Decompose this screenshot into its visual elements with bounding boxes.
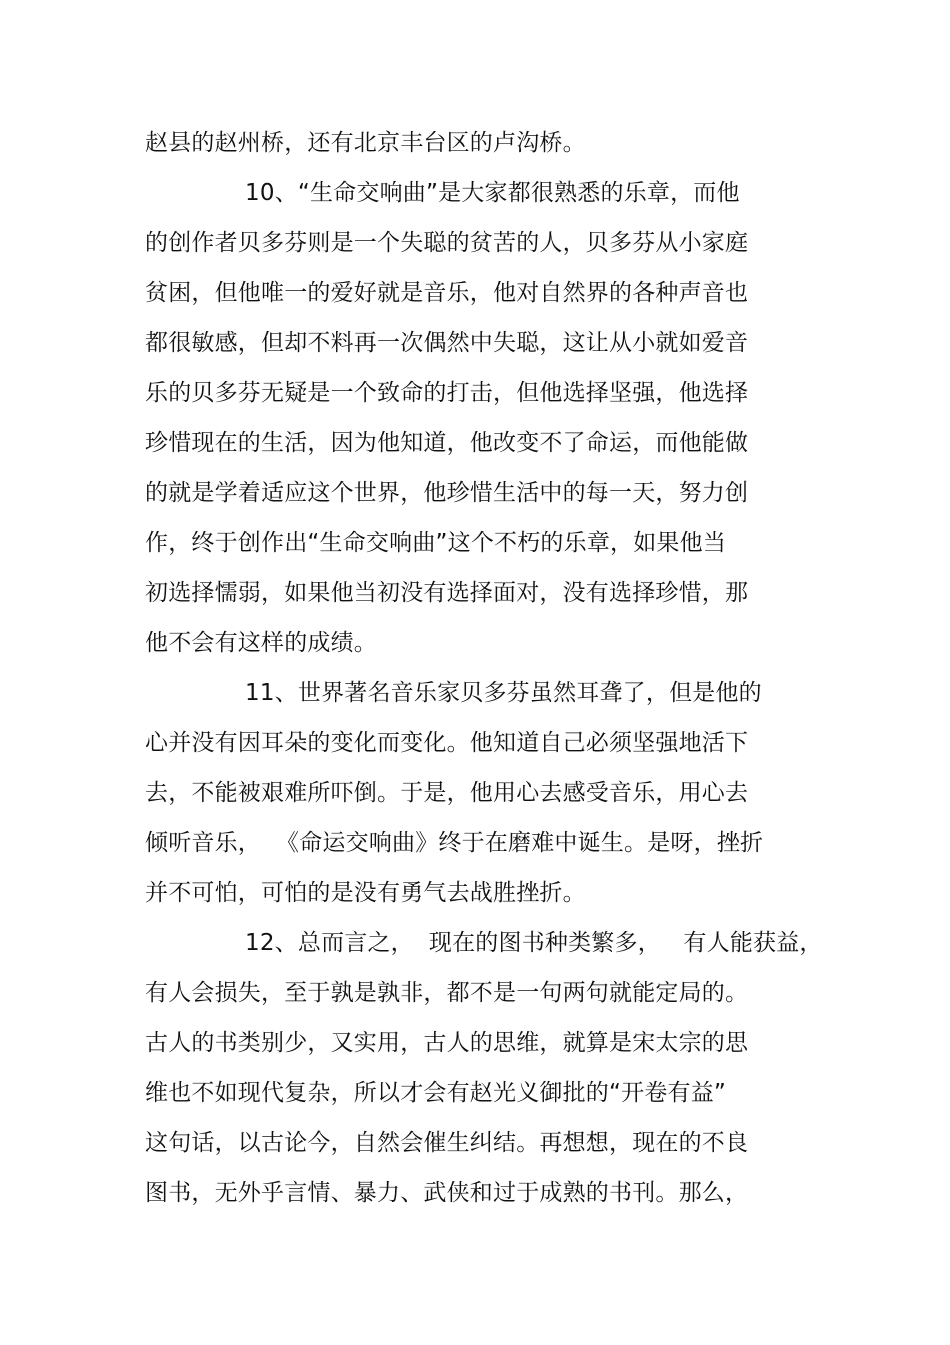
text-line: 图书，无外乎言情、暴力、武侠和过于成熟的书刊。那么， [145, 1180, 749, 1206]
text-line: 初选择懦弱，如果他当初没有选择面对，没有选择珍惜，那 [145, 580, 749, 606]
text-line: 去，不能被艰难所吓倒。于是，他用心去感受音乐，用心去 [145, 780, 749, 806]
text-line: 都很敏感，但却不料再一次偶然中失聪，这让从小就如爱音 [145, 330, 749, 356]
text-line: 这句话，以古论今，自然会催生纠结。再想想，现在的不良 [145, 1130, 749, 1156]
text-line: 并不可怕，可怕的是没有勇气去战胜挫折。 [145, 880, 586, 906]
text-line: 赵县的赵州桥，还有北京丰台区的卢沟桥。 [145, 130, 586, 156]
text-line: 有人会损失，至于孰是孰非，都不是一句两句就能定局的。 [145, 980, 749, 1006]
text-line: 心并没有因耳朵的变化而变化。他知道自己必须坚强地活下 [145, 730, 749, 756]
text-line: 的就是学着适应这个世界，他珍惜生活中的每一天，努力创 [145, 480, 749, 506]
text-line: 他不会有这样的成绩。 [145, 630, 377, 656]
text-line: 的创作者贝多芬则是一个失聪的贫苦的人，贝多芬从小家庭 [145, 230, 749, 256]
paragraph-10-first-line: 10、“生命交响曲”是大家都很熟悉的乐章，而他 [245, 180, 740, 206]
text-line: 维也不如现代复杂，所以才会有赵光义御批的“开卷有益” [145, 1080, 727, 1106]
text-line: 贫困，但他唯一的爱好就是音乐，他对自然界的各种声音也 [145, 280, 749, 306]
paragraph-12-first-line: 12、总而言之， 现在的图书种类繁多， 有人能获益， [245, 930, 823, 956]
text-line: 珍惜现在的生活，因为他知道，他改变不了命运，而他能做 [145, 430, 749, 456]
text-line: 古人的书类别少，又实用，古人的思维，就算是宋太宗的思 [145, 1030, 749, 1056]
text-line: 作，终于创作出“生命交响曲”这个不朽的乐章，如果他当 [145, 530, 727, 556]
text-line: 乐的贝多芬无疑是一个致命的打击，但他选择坚强，他选择 [145, 380, 749, 406]
paragraph-11-first-line: 11、世界著名音乐家贝多芬虽然耳聋了，但是他的 [245, 680, 762, 706]
text-line: 倾听音乐， 《命运交响曲》终于在磨难中诞生。是呀，挫折 [145, 830, 764, 856]
